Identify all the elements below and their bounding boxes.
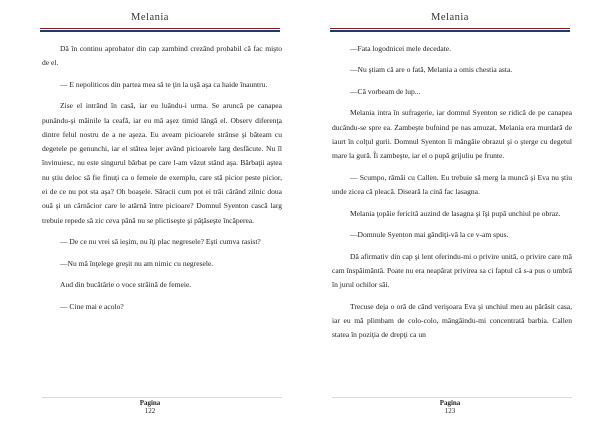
paragraph: Zise el intrând în casă, iar eu luându-i urma. Se aruncă pe canapea punându-şi mâinile la ceafă, iar eu mă aşez timid lângă el. Observ diferenţa dintre felul nostru de a ne aşeza. Eu aveam picioarele strânse şi băteam cu degetele pe genunchi, iar el stătea lejer având picioarele larg desfăcute. Nu îl învinuiesc, nu este singurul bărbat pe care l-am văzut stând aşa. Bărbaţii aştea nu ştiu deloc să fie finuţi ca o femeie de exemplu, care stă picior peste picior, ei de ce nu pot sta aşa? Oh boaşele. Săracii cum pot ei trăi cărând zilnic doua ouă şi un cârnăcior care le atârnă între picioare? Domnul Syenton cască larg trebuie repede să zic ceva până nu se plictiseşte şi păţăseşte încăperea.: [42, 101, 282, 225]
page-body: [42, 42, 282, 321]
paragraph: —Nu mă înţelege greşit nu am nimic cu negresele.: [60, 258, 214, 268]
header-rule: [40, 28, 280, 32]
header-rule: [330, 28, 570, 32]
paragraph: — Cine mai e acolo?: [60, 301, 124, 311]
footer-label: Pagina: [139, 399, 161, 407]
right-page: [300, 0, 600, 425]
paragraph: — E nepoliticos din partea mea să te ţin la uşă aşa ca haide înauntru.: [60, 79, 268, 89]
page-number: 123: [444, 407, 456, 415]
paragraph: —Că vorbeam de lup...: [350, 86, 421, 96]
page-header: Melania: [431, 12, 469, 23]
footer-rule: [42, 397, 282, 398]
paragraph: — Scumpo, rămâi cu Callen. Eu trebuie să merg la muncă şi Eva nu ştiu unde zicea că pleacă. Diseară la cină fac lasagna.: [332, 172, 572, 197]
paragraph: —Fata logodnicei mele decedate.: [350, 44, 452, 53]
page-footer: [0, 399, 300, 415]
paragraph: Trecuse deja o oră de când verişoara Eva şi unchiul meu au părăsit casa, iar eu mă plimbam de colo-colo, mângâindu-mi concentrată barbia. Callen statea în poziţia de drepţi ca un: [332, 301, 572, 340]
footer-label: Pagina: [439, 399, 461, 407]
paragraph: Aud din bucătărie o voce străină de femeie.: [60, 280, 192, 290]
page-header: Melania: [131, 12, 169, 23]
paragraph: — De ce nu vrei să ieşim, nu îţi plac negresele? Eşti cumva rasist?: [60, 237, 261, 247]
paragraph: —Nu ştiam că are o fată, Melania a omis chestia asta.: [350, 65, 513, 75]
footer-rule: [332, 397, 572, 398]
paragraph: —Domnule Syenton mai gândiţi-vă la ce v-am spus.: [350, 230, 509, 240]
page-number: 122: [144, 407, 156, 415]
page-footer: [300, 399, 600, 415]
paragraph: Melania ţopăie fericită auzind de lasagna şi îşi pupă unchiul pe obraz.: [350, 208, 561, 218]
paragraph: Dă afirmativ din cap şi lent oferindu-mi o privire unită, o privire care mă cam înspăimântă. Poate nu era neapărat privirea sa ci faptul că s-a pus o umbră în jurul ochilor săi.: [332, 251, 572, 290]
page-body: [332, 42, 572, 350]
paragraph: Dă în continu aprobator din cap zambind crezând probabil că fac mişto de el.: [42, 44, 282, 68]
paragraph: Melania intra în sufragerie, iar domnul Syenton se ridică de pe canapea ducându-se spre ea. Zambeşte bufnind pe nas amuzat, Melania era murdară de iaurt în colţul gurii. Domnul Syenton îi mângâie obrazul şi o şterge cu degetul mare la gură. Îi zambeşte, iar el o pupă grijuliu pe frunte.: [332, 108, 572, 161]
